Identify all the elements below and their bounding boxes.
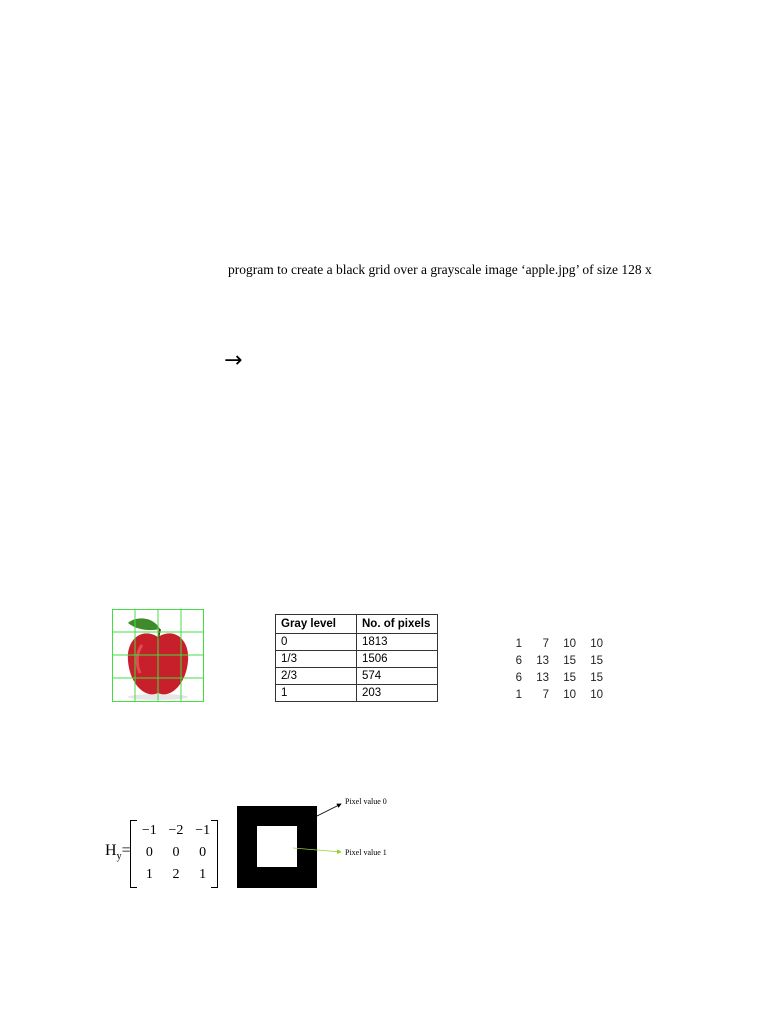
table-header-row [276, 615, 438, 634]
kernel-cell: −1 [141, 823, 157, 838]
kernel-cell: 0 [172, 845, 180, 860]
right-arrow-icon: → [224, 348, 243, 373]
matrix-row [495, 686, 603, 703]
cell-gray-level: 1/3 [276, 651, 357, 668]
kernel-row [136, 820, 216, 842]
kernel-cell: 1 [145, 867, 153, 882]
kernel-matrix [130, 820, 218, 886]
table-row [276, 651, 438, 668]
cell-num-pixels: 1813 [357, 634, 438, 651]
matrix-cell: 10 [563, 637, 576, 650]
kernel-label-eq: = [121, 842, 131, 859]
number-matrix [495, 635, 603, 703]
apple-grid-figure [112, 609, 204, 702]
matrix-cell: 15 [590, 671, 603, 684]
table-row [276, 685, 438, 702]
outer-pointer-arrow [313, 804, 341, 818]
grid-lines [112, 609, 204, 702]
kernel-cell: −2 [168, 823, 184, 838]
kernel-cell: 2 [172, 867, 180, 882]
cell-num-pixels: 1506 [357, 651, 438, 668]
kernel-grid [136, 820, 216, 886]
kernel-cell: −1 [195, 823, 211, 838]
square-pixel-figure [237, 796, 397, 890]
cell-num-pixels: 203 [357, 685, 438, 702]
cell-gray-level: 2/3 [276, 668, 357, 685]
matrix-cell: 6 [515, 654, 522, 667]
matrix-cell: 13 [536, 654, 549, 667]
kernel-cell: 1 [199, 867, 207, 882]
right-bracket [211, 820, 218, 888]
kernel-row [136, 842, 216, 864]
kernel-cell: 0 [145, 845, 153, 860]
table-row [276, 634, 438, 651]
header-gray-level: Gray level [276, 615, 357, 634]
matrix-cell: 15 [563, 654, 576, 667]
matrix-cell: 1 [515, 637, 522, 650]
matrix-cell: 1 [515, 688, 522, 701]
header-num-pixels: No. of pixels [357, 615, 438, 634]
matrix-cell: 13 [536, 671, 549, 684]
matrix-cell: 10 [590, 688, 603, 701]
gray-level-table [275, 614, 438, 702]
kernel-label-main: H [105, 842, 117, 859]
matrix-cell: 10 [563, 688, 576, 701]
matrix-cell: 6 [515, 671, 522, 684]
cell-gray-level: 1 [276, 685, 357, 702]
kernel-cell: 0 [199, 845, 207, 860]
matrix-row [495, 669, 603, 686]
matrix-cell: 15 [590, 654, 603, 667]
cell-gray-level: 0 [276, 634, 357, 651]
cell-num-pixels: 574 [357, 668, 438, 685]
apple-leaf [128, 618, 160, 630]
matrix-cell: 15 [563, 671, 576, 684]
table-row [276, 668, 438, 685]
inner-white-square [257, 826, 297, 867]
matrix-cell: 7 [542, 688, 549, 701]
matrix-row [495, 635, 603, 652]
label-pixel-value-1: Pixel value 1 [345, 848, 387, 857]
prompt-text: program to create a black grid over a grayscale image ‘apple.jpg’ of size 128 x [228, 262, 652, 277]
matrix-cell: 7 [542, 637, 549, 650]
matrix-cell: 10 [590, 637, 603, 650]
kernel-row [136, 864, 216, 886]
kernel-label-sub: y [116, 851, 122, 863]
label-pixel-value-0: Pixel value 0 [345, 797, 387, 806]
kernel-label [105, 842, 131, 862]
matrix-row [495, 652, 603, 669]
